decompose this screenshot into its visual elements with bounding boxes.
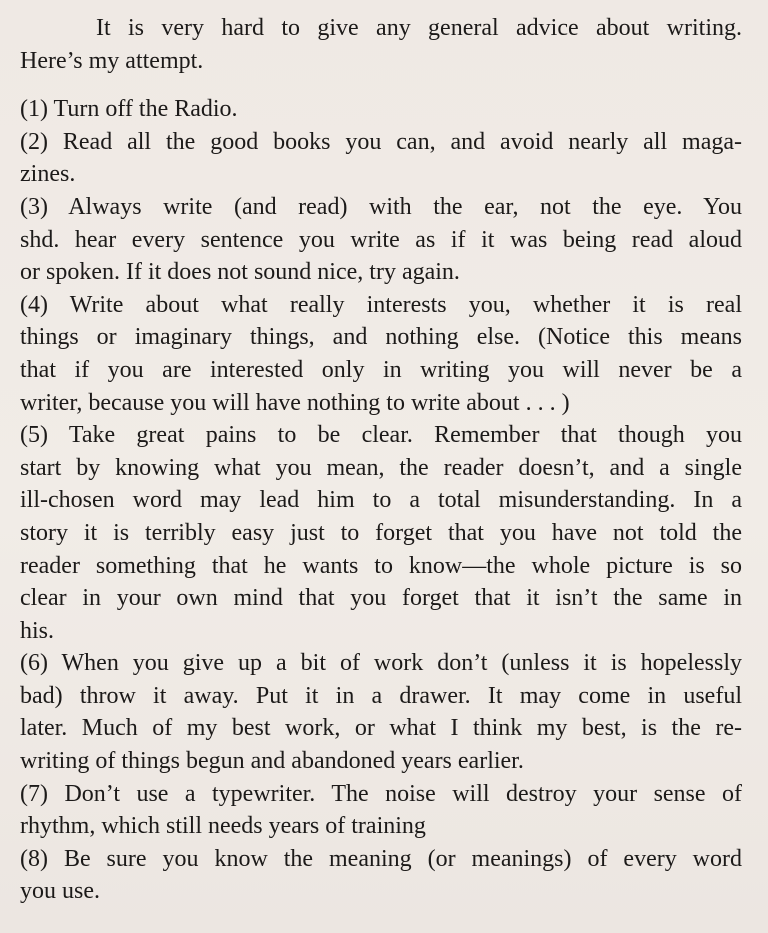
item-line: story it is terribly easy just to forget that you have not told the bbox=[20, 519, 742, 546]
item-line: things or imaginary things, and nothing else. (Notice this means bbox=[20, 324, 742, 351]
item-line: writer, because you will have nothing to write about . . . ) bbox=[20, 389, 570, 416]
item-line: his. bbox=[20, 617, 55, 644]
item-line: (6) When you give up a bit of work don’t (unless it is hopelessly bbox=[20, 650, 742, 677]
item-line: (3) Always write (and read) with the ear, not the eye. You bbox=[20, 193, 742, 220]
item-line: writing of things begun and abandoned years earlier. bbox=[20, 748, 524, 775]
item-line: bad) throw it away. Put it in a drawer. It may come in useful bbox=[20, 682, 742, 709]
item-line: (8) Be sure you know the meaning (or meanings) of every word bbox=[20, 845, 742, 872]
item-line: (1) Turn off the Radio. bbox=[20, 96, 238, 123]
paragraph-gap bbox=[20, 77, 742, 93]
item-line: (2) Read all the good books you can, and avoid nearly all maga- bbox=[20, 128, 742, 155]
intro-line: Here’s my attempt. bbox=[20, 47, 204, 74]
item-line: that if you are interested only in writing you will never be a bbox=[20, 356, 742, 383]
item-line: (5) Take great pains to be clear. Remember that though you bbox=[20, 422, 742, 449]
item-line: shd. hear every sentence you write as if it was being read aloud bbox=[20, 226, 742, 253]
advice-item-5 bbox=[20, 419, 742, 647]
intro-line: It is very hard to give any general advice about writing. bbox=[96, 15, 742, 41]
advice-item-1 bbox=[20, 93, 742, 126]
item-line: rhythm, which still needs years of training bbox=[20, 813, 426, 840]
item-line: start by knowing what you mean, the reader doesn’t, and a single bbox=[20, 454, 742, 481]
item-line: later. Much of my best work, or what I think my best, is the re- bbox=[20, 715, 742, 742]
item-line: zines. bbox=[20, 161, 76, 188]
item-line: you use. bbox=[20, 878, 100, 905]
intro-paragraph bbox=[20, 12, 742, 77]
item-line: (7) Don’t use a typewriter. The noise will destroy your sense of bbox=[20, 780, 742, 807]
advice-item-6 bbox=[20, 647, 742, 777]
item-line: clear in your own mind that you forget that it isn’t the same in bbox=[20, 585, 742, 612]
advice-item-7 bbox=[20, 778, 742, 843]
item-line: (4) Write about what really interests you, whether it is real bbox=[20, 291, 742, 318]
advice-item-2 bbox=[20, 126, 742, 191]
item-line: reader something that he wants to know—the whole picture is so bbox=[20, 552, 742, 579]
advice-item-8 bbox=[20, 843, 742, 908]
advice-item-4 bbox=[20, 289, 742, 419]
item-line: ill-chosen word may lead him to a total misunderstanding. In a bbox=[20, 487, 742, 514]
item-line: or spoken. If it does not sound nice, try again. bbox=[20, 259, 460, 286]
advice-item-3 bbox=[20, 191, 742, 289]
